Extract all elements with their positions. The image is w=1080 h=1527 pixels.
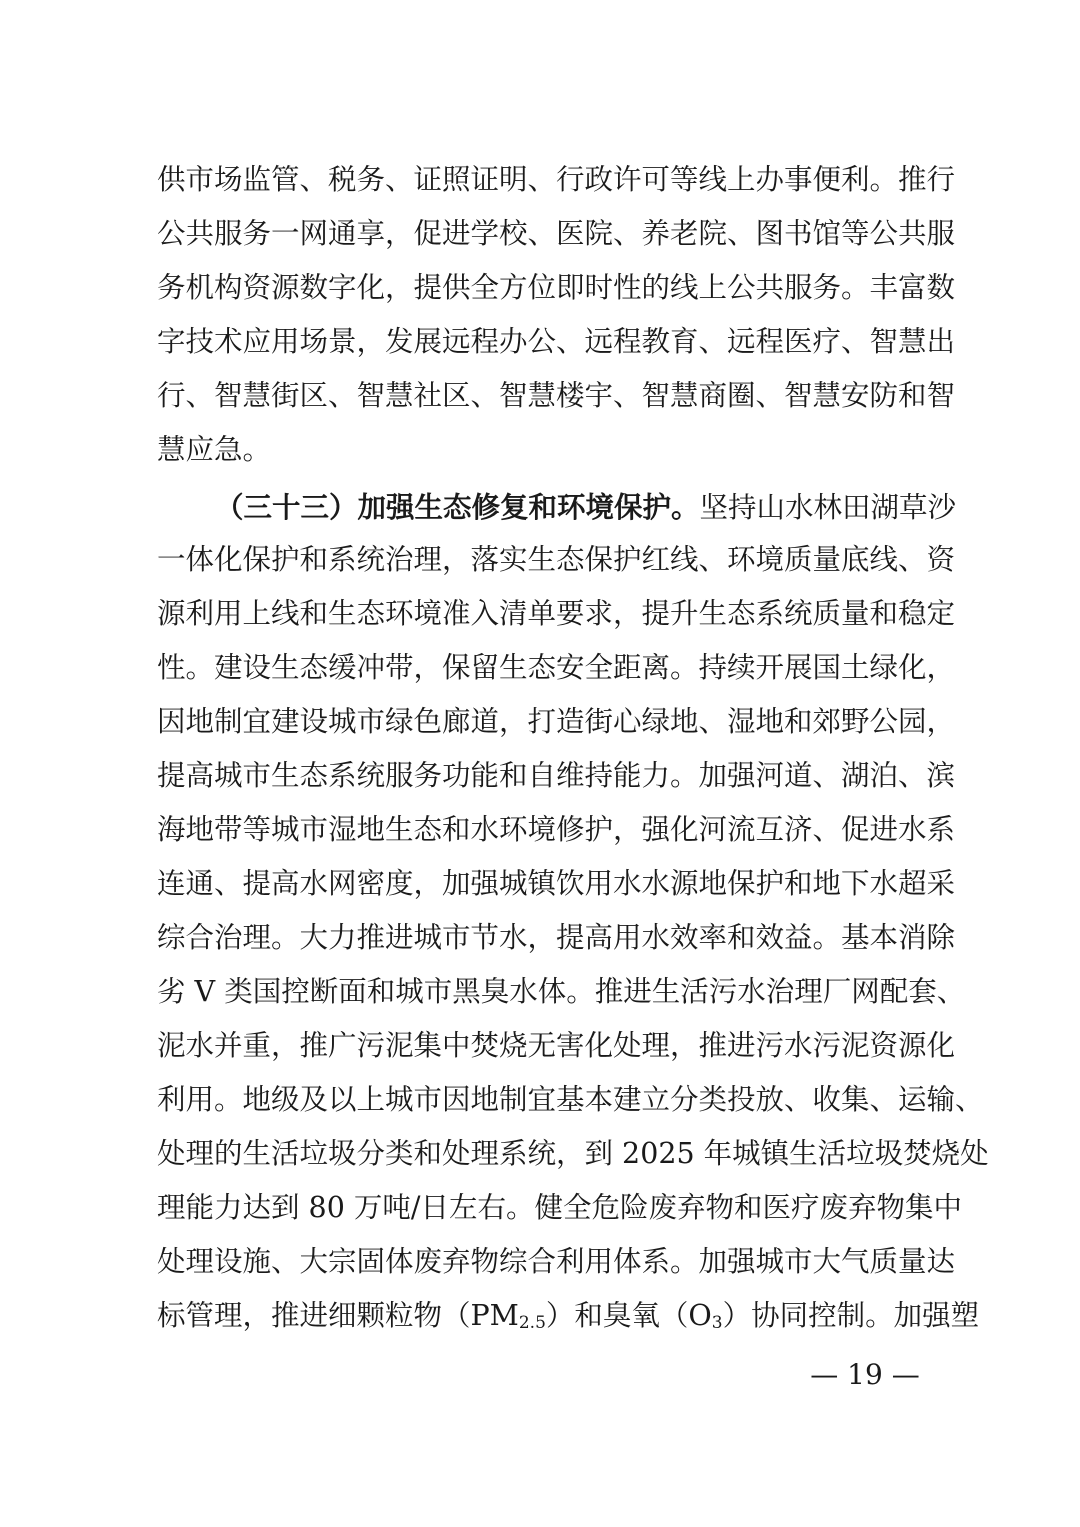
text-line: 慧应急。 (157, 433, 272, 466)
text-line: 海地带等城市湿地生态和水环境修护，强化河流互济、促进水系 (157, 813, 956, 846)
text-line: 因地制宜建设城市绿色廊道，打造街心绿地、湿地和郊野公园， (157, 705, 956, 738)
text-line: 务机构资源数字化，提供全方位即时性的线上公共服务。丰富数 (157, 271, 956, 304)
text-line: 性。建设生态缓冲带，保留生态安全距离。持续开展国土绿化， (157, 651, 956, 684)
text-line: 公共服务一网通享，促进学校、医院、养老院、图书馆等公共服 (157, 217, 956, 250)
text-line: 字技术应用场景，发展远程办公、远程教育、远程医疗、智慧出 (157, 325, 956, 358)
text-line: 提高城市生态系统服务功能和自维持能力。加强河道、湖泊、滨 (157, 759, 956, 792)
text-line: 连通、提高水网密度，加强城镇饮用水水源地保护和地下水超采 (157, 867, 956, 900)
section-heading-line (215, 481, 957, 533)
text-segment: ）和臭氧（O (545, 1299, 712, 1332)
text-line: 处理的生活垃圾分类和处理系统，到 2025 年城镇生活垃圾焚烧处 (157, 1137, 989, 1170)
text-line-with-subscripts (157, 1290, 980, 1342)
text-segment: ）协同控制。加强塑 (722, 1299, 980, 1332)
o3-subscript: 3 (711, 1313, 723, 1333)
text-segment: 标管理，推进细颗粒物（PM (157, 1299, 519, 1332)
text-line: 理能力达到 80 万吨/日左右。健全危险废弃物和医疗废弃物集中 (157, 1191, 962, 1224)
pm-subscript: 2.5 (518, 1313, 546, 1333)
section-heading: （三十三）加强生态修复和环境保护。 (215, 490, 700, 524)
text-line: 行、智慧街区、智慧社区、智慧楼宇、智慧商圈、智慧安防和智 (157, 379, 956, 412)
text-line: 劣 V 类国控断面和城市黑臭水体。推进生活污水治理厂网配套、 (157, 975, 966, 1008)
text-line: 泥水并重，推广污泥集中焚烧无害化处理，推进污水污泥资源化 (157, 1029, 956, 1062)
section-heading-continuation: 坚持山水林田湖草沙 (699, 491, 957, 524)
text-line: 处理设施、大宗固体废弃物综合利用体系。加强城市大气质量达 (157, 1245, 956, 1278)
text-line: 源利用上线和生态环境准入清单要求，提升生态系统质量和稳定 (157, 597, 956, 630)
text-line: 供市场监管、税务、证照证明、行政许可等线上办事便利。推行 (157, 163, 956, 196)
page-number: — 19 — (810, 1358, 920, 1391)
text-line: 综合治理。大力推进城市节水，提高用水效率和效益。基本消除 (157, 921, 956, 954)
text-line: 利用。地级及以上城市因地制宜基本建立分类投放、收集、运输、 (157, 1083, 984, 1116)
text-line: 一体化保护和系统治理，落实生态保护红线、环境质量底线、资 (157, 543, 956, 576)
